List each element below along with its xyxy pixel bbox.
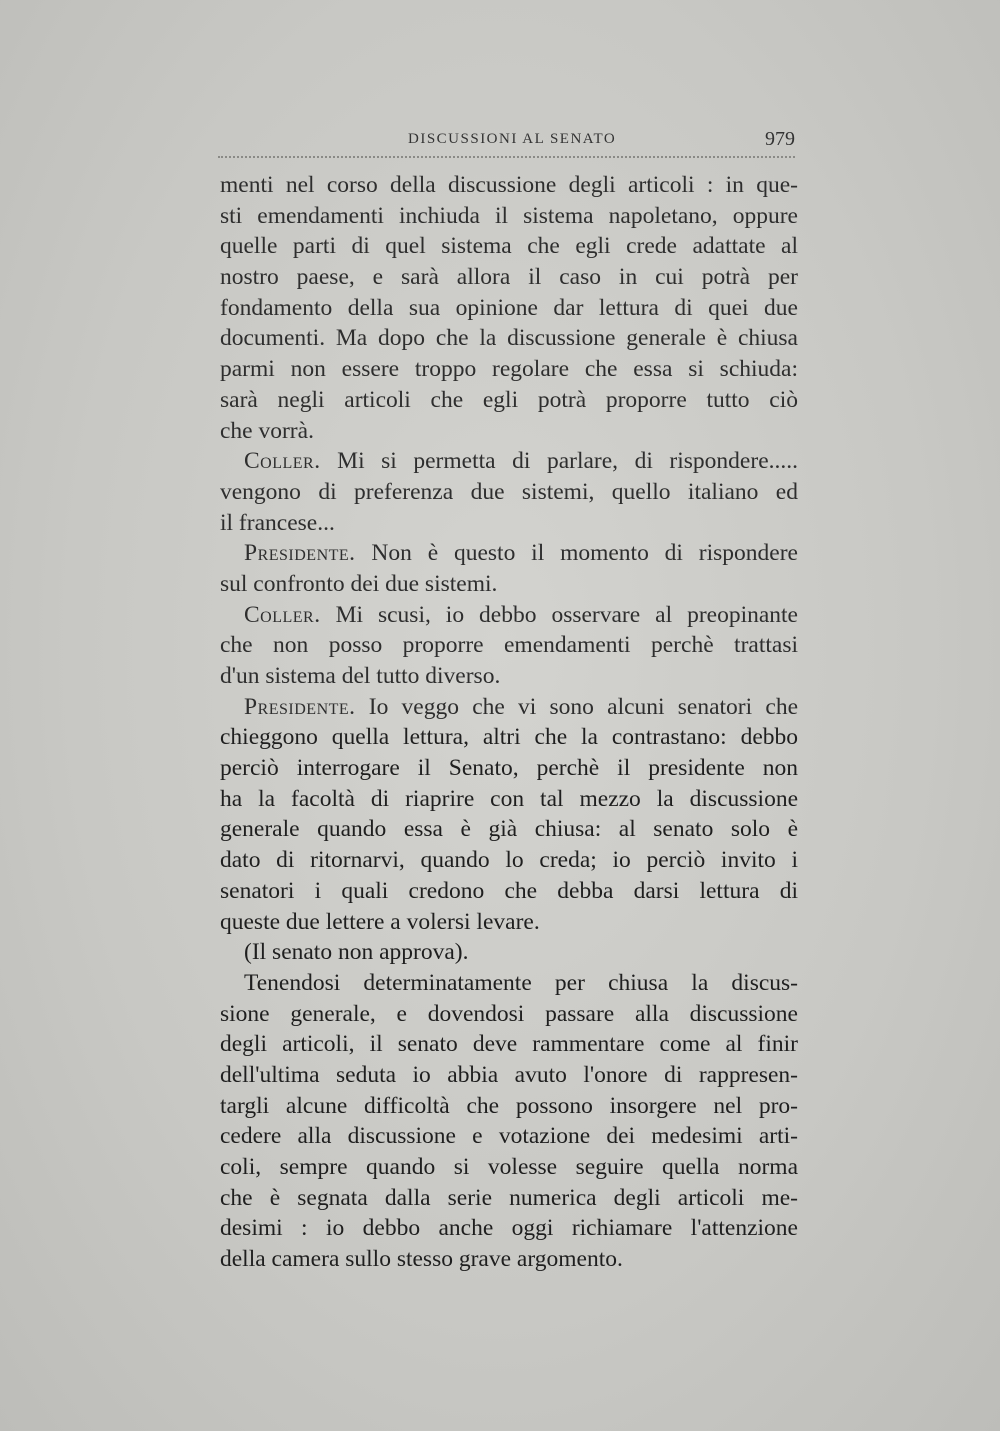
- page-number: 979: [765, 128, 795, 150]
- text-line: che è segnata dalla serie numerica degli articoli me-: [220, 1184, 798, 1211]
- text-line: coli, sempre quando si volesse seguire quella norma: [220, 1154, 798, 1180]
- paragraph: [220, 968, 798, 1275]
- text-line: documenti. Ma dopo che la discussione generale è chiusa: [220, 325, 798, 352]
- speaker-name: Coller.: [244, 448, 321, 475]
- text-line: sione generale, e dovendosi passare alla discussione: [220, 1000, 798, 1027]
- paragraph: [220, 937, 798, 968]
- text-line: cedere alla discussione e votazione dei medesimi arti-: [220, 1123, 798, 1150]
- header-rule: [218, 156, 795, 158]
- paragraph: [220, 170, 798, 446]
- page-header: [218, 128, 795, 158]
- running-title: DISCUSSIONI AL SENATO: [408, 131, 617, 147]
- speaker-line: [220, 692, 798, 723]
- text-line: Tenendosi determinatamente per chiusa la discus-: [244, 969, 798, 996]
- text-line: Mi si permetta di parlare, di rispondere.....: [337, 448, 798, 475]
- text-line: dato di ritornarvi, quando lo creda; io perciò invito i: [220, 847, 798, 874]
- text-line: Non è questo il momento di rispondere: [371, 540, 798, 567]
- text-line: targli alcune difficoltà che possono insorgere nel pro-: [220, 1092, 798, 1119]
- paragraph: [220, 538, 798, 599]
- paragraph: [220, 692, 798, 938]
- text-line: della camera sullo stesso grave argomento.: [220, 1246, 623, 1273]
- text-line: fondamento della sua opinione dar lettura di quei due: [220, 294, 798, 321]
- speaker-name: Presidente.: [244, 540, 356, 567]
- text-line: perciò interrogare il Senato, perchè il presidente non: [220, 755, 798, 782]
- text-line: quelle parti di quel sistema che egli crede adattate al: [220, 233, 798, 260]
- paragraph: [220, 600, 798, 692]
- text-line: degli articoli, il senato deve rammentare come al finir: [220, 1031, 798, 1058]
- text-line: sti emendamenti inchiuda il sistema napoletano, oppure: [220, 202, 798, 229]
- speaker-line: [220, 538, 798, 569]
- text-line: ha la facoltà di riaprire con tal mezzo la discussione: [220, 785, 798, 812]
- text-line: parmi non essere troppo regolare che essa si schiuda:: [220, 356, 798, 383]
- text-line: menti nel corso della discussione degli articoli : in que-: [220, 172, 798, 198]
- text-line: dell'ultima seduta io abbia avuto l'onore di rappresen-: [220, 1061, 798, 1088]
- speaker-line: [220, 446, 798, 477]
- text-line: sarà negli articoli che egli potrà proporre tutto ciò: [220, 386, 798, 413]
- text-line: d'un sistema del tutto diverso.: [220, 663, 501, 689]
- speaker-name: Presidente.: [244, 693, 356, 720]
- text-line: Io veggo che vi sono alcuni senatori che: [368, 693, 798, 720]
- text-line: senatori i quali credono che debba darsi lettura di: [220, 877, 798, 904]
- text-line: il francese...: [220, 509, 335, 536]
- text-line: queste due lettere a volersi levare.: [220, 908, 540, 935]
- speaker-line: [220, 600, 798, 631]
- text-line: chieggono quella lettura, altri che la contrastano: debbo: [220, 724, 798, 751]
- paragraph: [220, 446, 798, 538]
- text-line: sul confronto dei due sistemi.: [220, 570, 498, 597]
- text-line: generale quando essa è già chiusa: al senato solo è: [220, 816, 798, 843]
- text-line: Mi scusi, io debbo osservare al preopinante: [335, 601, 798, 628]
- body-text: [220, 170, 798, 1275]
- text-line: desimi : io debbo anche oggi richiamare l'attenzione: [220, 1215, 798, 1242]
- text-line: che non posso proporre emendamenti perchè trattasi: [220, 632, 798, 659]
- text-line: che vorrà.: [220, 417, 314, 444]
- text-line: vengono di preferenza due sistemi, quello italiano ed: [220, 478, 798, 505]
- text-line: nostro paese, e sarà allora il caso in cui potrà per: [220, 264, 798, 291]
- speaker-name: Coller.: [244, 601, 321, 628]
- stage-direction: (Il senato non approva).: [244, 939, 469, 966]
